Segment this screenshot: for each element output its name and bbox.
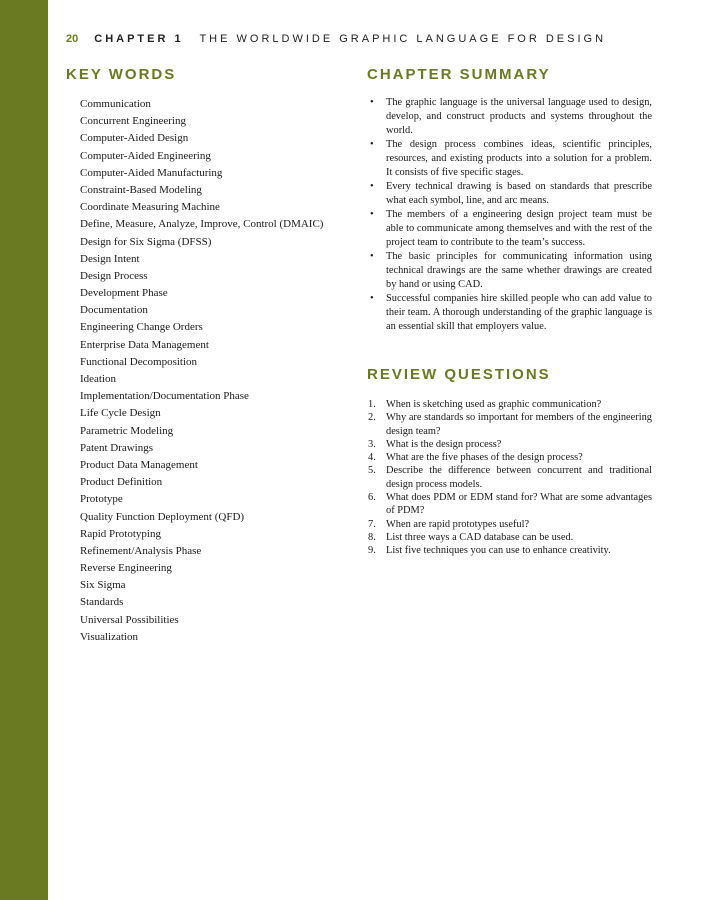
key-word-item: Computer-Aided Engineering (80, 149, 211, 162)
key-words-list (80, 96, 323, 646)
key-word-item: Constraint-Based Modeling (80, 183, 202, 196)
key-word-item: Refinement/Analysis Phase (80, 544, 202, 557)
review-question-item (368, 411, 652, 438)
summary-text: The members of a engineering design project team must be able to communicate among themselves and with the rest of the project team to contribute to the team’s success. (386, 209, 652, 248)
bullet-icon: • (370, 293, 374, 304)
key-word-item: Six Sigma (80, 579, 126, 592)
question-text: What are the five phases of the design process? (386, 452, 583, 464)
question-text: When is sketching used as graphic communication? (386, 399, 602, 410)
question-text: Describe the difference between concurrent and traditional design process models. (386, 465, 652, 490)
bullet-icon: • (370, 139, 374, 150)
summary-text: Successful companies hire skilled people who can add value to their team. A thorough understanding of the graphic language is an essential skill that employers value. (386, 293, 652, 332)
key-word-item: Reverse Engineering (80, 562, 172, 575)
key-word-item: Computer-Aided Design (80, 132, 189, 145)
key-word-item: Communication (80, 98, 151, 110)
key-word-item: Computer-Aided Manufacturing (80, 166, 223, 179)
review-question-item (368, 464, 652, 491)
question-text: Why are standards so important for members of the engineering design team? (386, 412, 652, 437)
chapter-summary-list (368, 96, 652, 334)
review-question-item (368, 531, 652, 544)
question-text: What does PDM or EDM stand for? What are some advantages of PDM? (386, 492, 652, 517)
key-word-item: Engineering Change Orders (80, 321, 203, 334)
key-word-item: Rapid Prototyping (80, 527, 161, 540)
key-word-item: Standards (80, 596, 124, 609)
chapter-label: CHAPTER 1 (94, 33, 184, 45)
key-word-item: Quality Function Deployment (QFD) (80, 510, 245, 523)
running-head (66, 33, 606, 45)
summary-text: Every technical drawing is based on standards that prescribe what each symbol, line, and arc means. (386, 181, 652, 206)
key-word-item: Prototype (80, 493, 123, 506)
side-color-bar (0, 0, 48, 900)
review-question-item (368, 491, 652, 518)
key-word-item: Visualization (80, 630, 138, 643)
key-word-item: Ideation (80, 373, 117, 385)
summary-item (368, 208, 652, 250)
question-text: What is the design process? (386, 438, 502, 450)
question-number: 8. (368, 531, 376, 543)
bullet-icon: • (370, 181, 374, 192)
question-text: When are rapid prototypes useful? (386, 518, 530, 530)
question-number: 2. (368, 412, 376, 424)
review-question-item (368, 451, 652, 464)
summary-item (368, 138, 652, 180)
review-questions-list (368, 398, 652, 558)
key-words-heading: KEY WORDS (66, 66, 177, 83)
key-word-item: Define, Measure, Analyze, Improve, Control (DMAIC) (80, 218, 324, 231)
key-word-item: Concurrent Engineering (80, 115, 186, 128)
key-word-item: Design Intent (80, 252, 140, 265)
summary-item (368, 180, 652, 208)
key-word-item: Universal Possibilities (80, 613, 179, 626)
summary-item (368, 250, 652, 292)
key-word-item: Documentation (80, 304, 148, 317)
question-number: 6. (368, 492, 376, 504)
bullet-icon: • (370, 209, 374, 220)
bullet-icon: • (370, 251, 374, 262)
key-word-item: Implementation/Documentation Phase (80, 390, 249, 403)
key-word-item: Functional Decomposition (80, 355, 198, 368)
key-word-item: Product Definition (80, 476, 163, 489)
key-word-item: Patent Drawings (80, 441, 154, 454)
summary-text: The basic principles for communicating information using technical drawings are the same whether drawings are created by hand or using CAD. (386, 251, 652, 290)
key-word-item: Life Cycle Design (80, 407, 161, 420)
question-number: 1. (368, 399, 376, 410)
question-number: 7. (368, 518, 376, 530)
summary-text: The design process combines ideas, scientific principles, resources, and existing products into a solution for a problem. It consists of five specific stages. (386, 139, 652, 178)
question-text: List three ways a CAD database can be used. (386, 531, 574, 543)
review-question-item (368, 398, 652, 411)
question-number: 3. (368, 438, 376, 450)
page-number: 20 (66, 33, 79, 45)
summary-item (368, 96, 652, 138)
chapter-title: THE WORLDWIDE GRAPHIC LANGUAGE FOR DESIGN (199, 33, 607, 45)
chapter-summary-heading: CHAPTER SUMMARY (367, 66, 551, 83)
key-word-item: Product Data Management (80, 458, 198, 471)
summary-text: The graphic language is the universal language used to design, develop, and construct products and systems throughout the world. (386, 97, 652, 136)
key-word-item: Design Process (80, 269, 148, 282)
question-number: 4. (368, 452, 376, 464)
question-number: 5. (368, 465, 376, 477)
bullet-icon: • (370, 97, 374, 108)
key-word-item: Enterprise Data Management (80, 338, 209, 351)
key-word-item: Parametric Modeling (80, 424, 174, 437)
review-question-item (368, 438, 652, 451)
review-question-item (368, 544, 652, 557)
key-word-item: Development Phase (80, 287, 168, 300)
key-word-item: Design for Six Sigma (DFSS) (80, 235, 212, 248)
summary-item (368, 292, 652, 334)
question-number: 9. (368, 545, 376, 557)
review-question-item (368, 518, 652, 531)
review-questions-heading: REVIEW QUESTIONS (367, 366, 551, 383)
key-word-item: Coordinate Measuring Machine (80, 201, 220, 214)
question-text: List five techniques you can use to enhance creativity. (386, 545, 611, 557)
